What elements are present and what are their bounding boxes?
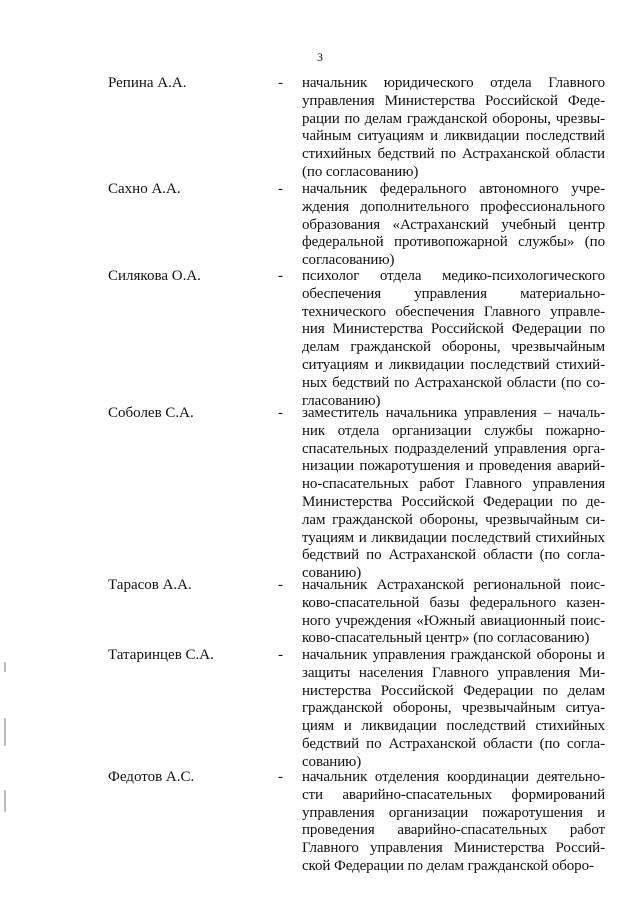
description-line: начальник управления гражданской обороны и (302, 647, 605, 663)
description-line: сованию) (302, 565, 362, 582)
page-number: 3 (317, 50, 323, 64)
description-line: проведения аварийно-спасательных работ (302, 822, 605, 839)
description-line: начальник отделения координации деятельно- (302, 769, 605, 785)
description-line: Главного управления Министерства Россий- (302, 840, 605, 857)
description-line: лам гражданской обороны, чрезвычайным си- (302, 511, 605, 528)
description-line: начальник юридического отдела Главного (302, 75, 605, 91)
person-name: Федотов А.С. (108, 769, 195, 785)
separator-dash: - (278, 268, 283, 284)
description-line: нистерства Российской Федерации по делам (302, 682, 605, 699)
description-line: заместитель начальника управления – началь- (302, 405, 605, 421)
description-line: ждения дополнительного профессионального (302, 198, 605, 215)
person-name: Тарасов А.А. (108, 577, 192, 593)
description-line: ково-спасательный центр» (по согласованию) (302, 630, 590, 647)
description-line: Министерства Российской Федерации по де- (302, 493, 605, 510)
description-line: ской Федерации по делам гражданской оборо- (302, 857, 594, 874)
scan-mark (4, 662, 6, 672)
description-line: рации по делам гражданской обороны, чрезвы- (302, 110, 605, 127)
position-description (302, 181, 605, 270)
separator-dash: - (278, 647, 283, 663)
description-line: согласованию) (302, 252, 395, 269)
person-name: Сахно А.А. (108, 181, 181, 197)
description-line: (по согласованию) (302, 163, 419, 180)
scan-mark (4, 718, 6, 746)
position-description (302, 75, 605, 182)
description-line: ного учреждения «Южный авиационный поис- (302, 612, 605, 629)
scan-mark (4, 790, 6, 812)
person-name: Татаринцев С.А. (108, 647, 214, 663)
description-line: начальник Астраханской региональной поис- (302, 577, 605, 593)
separator-dash: - (278, 405, 283, 421)
description-line: управления Министерства Российской Феде- (302, 92, 605, 109)
position-description (302, 769, 605, 876)
position-description (302, 405, 605, 583)
description-line: сованию) (302, 753, 362, 770)
position-description (302, 577, 605, 648)
description-line: ник отдела организации службы пожарно- (302, 422, 605, 439)
description-line: сти аварийно-спасательных формирований (302, 786, 605, 803)
person-name: Репина А.А. (108, 75, 187, 91)
description-line: делам гражданской обороны, чрезвычайным (302, 339, 605, 356)
description-line: гражданской обороны, чрезвычайным ситуа- (302, 700, 605, 717)
description-line: но-спасательных работ Главного управления (302, 476, 605, 493)
description-line: низации пожаротушения и проведения аварий- (302, 458, 605, 475)
person-name: Силякова О.А. (108, 268, 201, 284)
description-line: начальник федерального автономного учре- (302, 181, 605, 197)
description-line: туациям и ликвидации последствий стихийных (302, 529, 605, 546)
description-line: управления организации пожаротушения и (302, 804, 605, 821)
description-line: защиты населения Главного управления Ми- (302, 664, 605, 681)
description-line: гласованию) (302, 392, 381, 409)
description-line: чайным ситуациям и ликвидации последствий (302, 128, 605, 145)
description-line: бедствий по Астраханской области (по согла- (302, 735, 605, 752)
description-line: циям и ликвидации последствий стихийных (302, 718, 605, 735)
description-line: ситуациям и ликвидации последствий стихий- (302, 356, 605, 373)
description-line: психолог отдела медико-психологического (302, 268, 605, 284)
position-description (302, 268, 605, 410)
description-line: образования «Астраханский учебный центр (302, 216, 605, 233)
description-line: обеспечения управления материально- (302, 285, 605, 302)
separator-dash: - (278, 181, 283, 197)
separator-dash: - (278, 769, 283, 785)
description-line: стихийных бедствий по Астраханской области (302, 146, 605, 163)
description-line: технического обеспечения Главного управле- (302, 303, 605, 320)
description-line: ных бедствий по Астраханской области (по со- (302, 374, 605, 391)
separator-dash: - (278, 75, 283, 91)
description-line: ния Министерства Российской Федерации по (302, 321, 605, 338)
description-line: бедствий по Астраханской области (по согла- (302, 547, 605, 564)
description-line: ково-спасательной базы федерального казен- (302, 594, 605, 611)
separator-dash: - (278, 577, 283, 593)
description-line: федеральной противопожарной службы» (по (302, 234, 605, 251)
position-description (302, 647, 605, 772)
description-line: спасательных подразделений управления орга- (302, 440, 605, 457)
person-name: Соболев С.А. (108, 405, 194, 421)
